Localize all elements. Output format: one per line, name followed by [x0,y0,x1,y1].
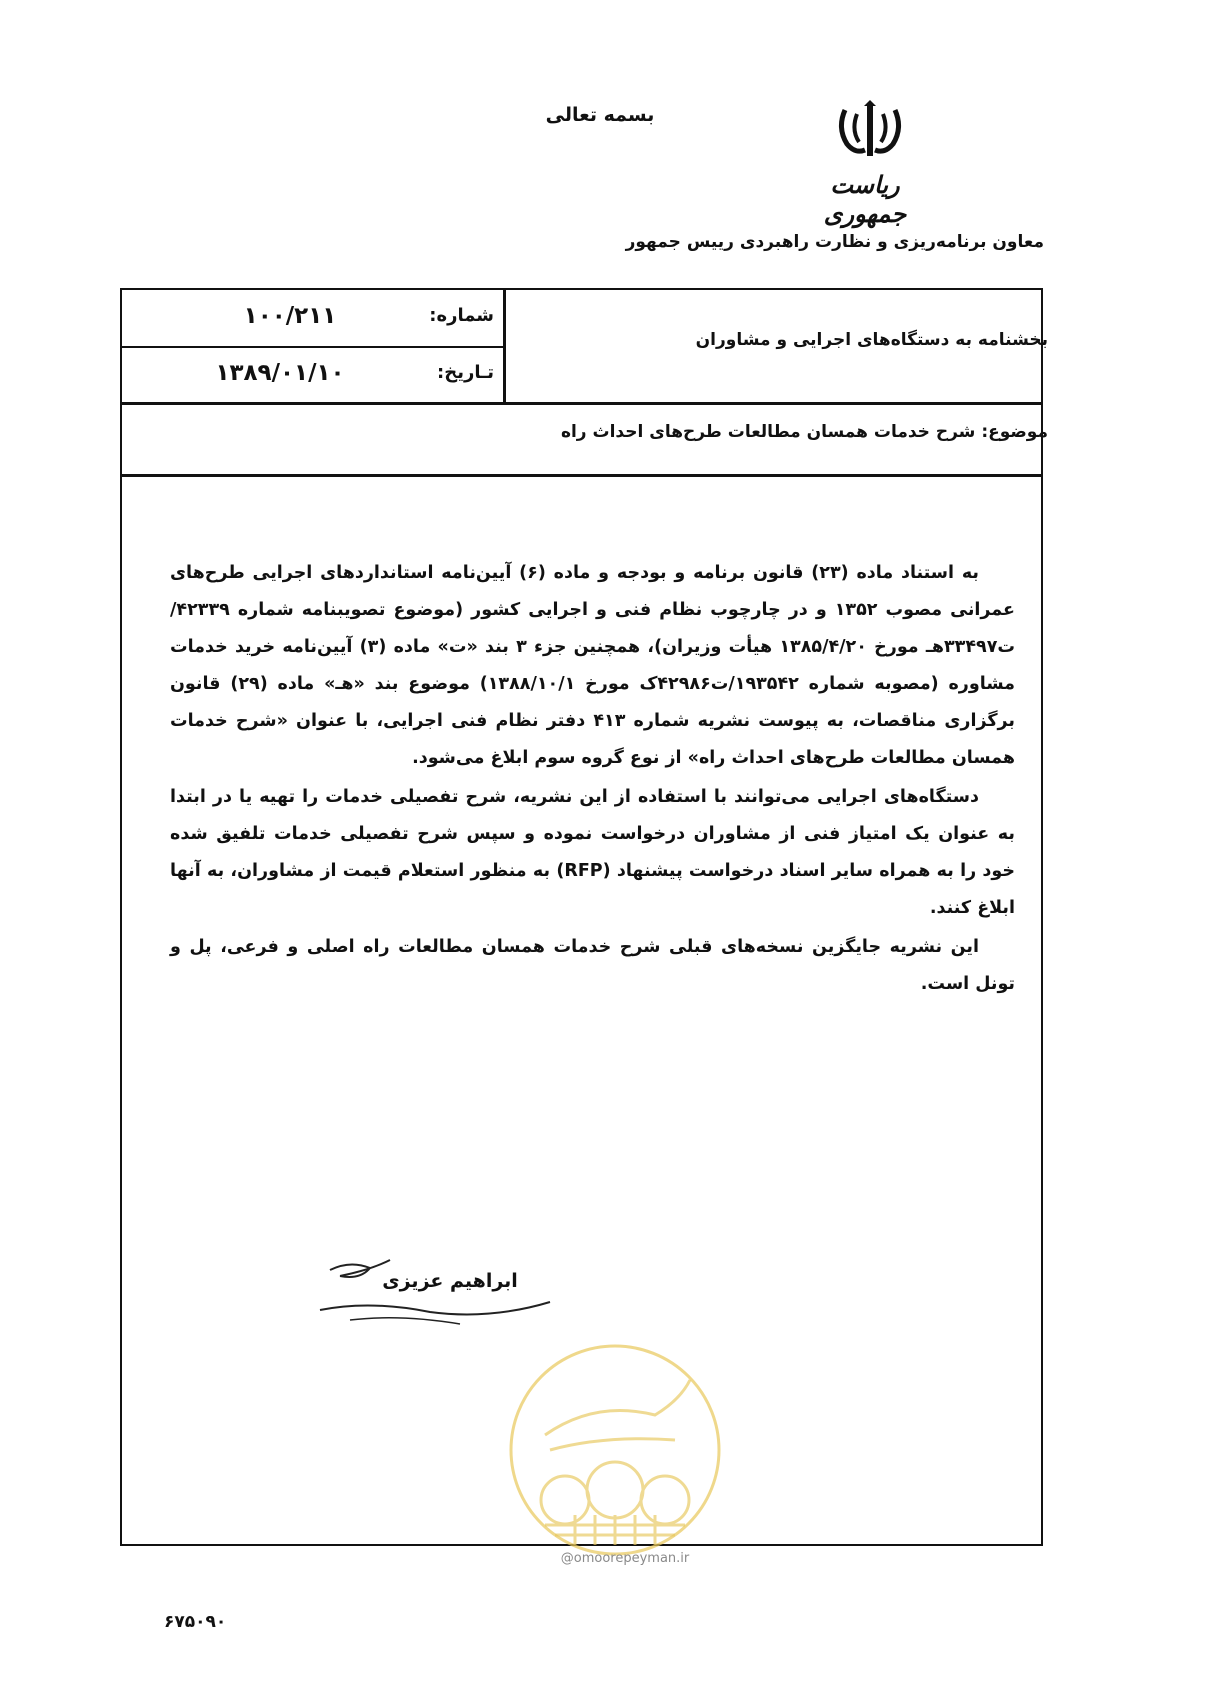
date-value: ۱۳۸۹/۰۱/۱۰ [215,360,345,386]
presidency-logotype: ریاست جمهوری [823,170,907,228]
paragraph-1-text-a: به استناد ماده (۲۳) قانون برنامه و بودجه و ماده (۶) آیین‌نامه استانداردهای اجرایی طرح‌های عمرانی مصوب ۱۳۵۲ و در چارچوب نظام فنی و اجرایی کشور (موضوع تصویبنامه شماره ۴۲۳۳۹/ت۳۳۴۹۷هـ مورخ ۱۳۸۵/۴/۲۰ هیأت وزیران)، همچنین جزء ۳ بند «ت» ماده (۳) آیین‌نامه خرید خدمات مشاوره (مصوبه شماره ۱۹۳۵۴۲/ت۴۲۹۸۶ک مورخ ۱۳۸۸/۱۰/۱) موضوع بند «هـ» ماده (۲۹) قانون برگزاری مناقصات، به پیوست نشریه شماره ۴۱۳ دفتر نظام فنی اجرایی، با عنوان « [170,563,1015,731]
website-watermark: @omoorepeyman.ir [560,1551,690,1566]
issuing-office: معاون برنامه‌ریزی و نظارت راهبردی رییس جمهور [625,232,1044,252]
header-divider-bottom [120,402,1043,405]
signer-name: ابراهیم عزیزی [382,1270,518,1292]
number-label: شماره: [429,305,494,326]
number-value: ۱۰۰/۲۱۱ [243,303,337,329]
paragraph-2: دستگاه‌های اجرایی می‌توانند با استفاده از این نشریه، شرح تفصیلی خدمات را تهیه یا در ابتدا به عنوان یک امتیاز فنی از مشاوران درخواست نموده و سپس شرح تفصیلی خدمات تلفیق شده خود را به همراه سایر اسناد درخواست پیشنهاد (RFP) به منظور استعلام قیمت از مشاوران، به آنها ابلاغ کنند. [170,787,1015,918]
subject-divider [120,474,1043,477]
publication-title: شرح خدمات همسان مطالعات طرح‌های احداث راه [170,711,1015,768]
basmala: بسمه تعالی [545,104,655,126]
paragraph-3: این نشریه جایگزین نسخه‌های قبلی شرح خدمات همسان مطالعات راه اصلی و فرعی، پل و تونل است. [170,937,1015,994]
paragraph-1-text-b: » از نوع گروه سوم ابلاغ می‌شود. [412,748,699,768]
letter-body [170,555,1015,1005]
header-divider-middle [120,346,505,348]
organization-seal-icon [505,1340,725,1560]
page-code: ۶۷۵۰۹۰ [164,1612,227,1632]
subject-line: موضوع: شرح خدمات همسان مطالعات طرح‌های احداث راه [560,422,1048,442]
paragraph-1 [170,555,1015,777]
circular-recipients: بخشنامه به دستگاه‌های اجرایی و مشاوران [695,330,1048,350]
iran-emblem-icon [835,100,905,162]
date-label: تـاریخ: [437,362,494,383]
